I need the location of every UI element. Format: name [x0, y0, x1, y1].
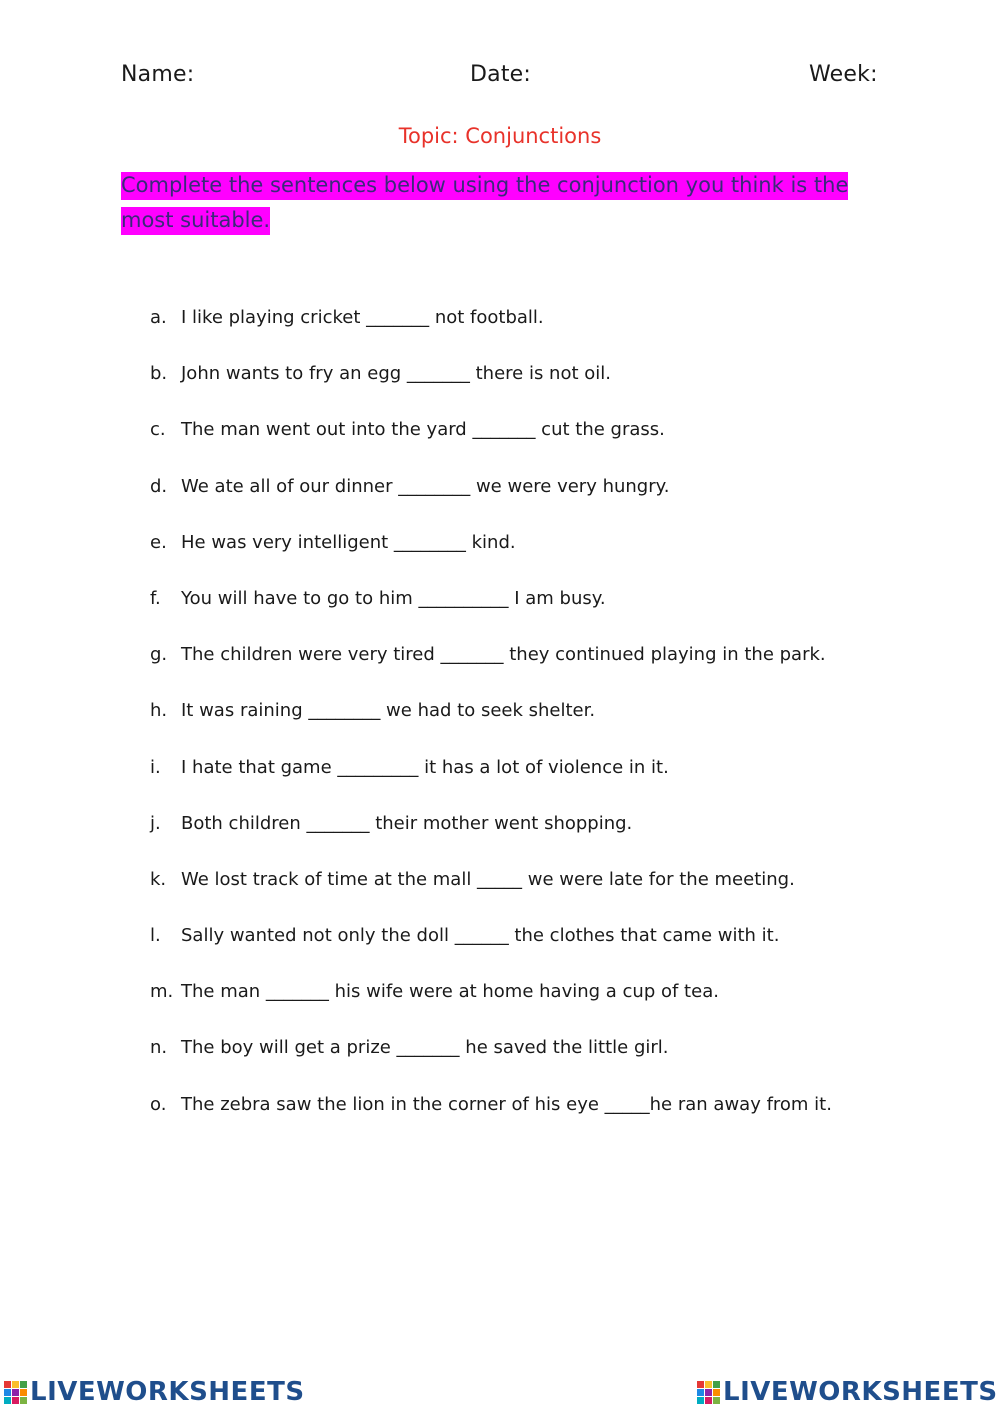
footer-logo-right: [697, 1377, 998, 1407]
question-item: [150, 642, 970, 698]
question-letter: e.: [150, 531, 167, 553]
question-text: You will have to go to him __________ I am busy.: [181, 587, 606, 609]
question-item: [150, 417, 970, 473]
question-item: [150, 361, 970, 417]
question-text: The children were very tired _______ they continued playing in the park.: [181, 644, 826, 666]
question-text: We lost track of time at the mall _____ we were late for the meeting.: [181, 868, 795, 890]
question-letter: b.: [150, 363, 168, 385]
footer-logo-text: LIVEWORKSHEETS: [723, 1377, 998, 1407]
footer-logo-text: LIVEWORKSHEETS: [30, 1377, 305, 1407]
question-letter: o.: [150, 1093, 167, 1115]
topic-title: Topic: Conjunctions: [398, 124, 602, 148]
question-item: [150, 867, 970, 923]
question-letter: d.: [150, 475, 168, 497]
question-letter: j.: [150, 812, 161, 834]
question-letter: f.: [150, 587, 161, 609]
question-text: We ate all of our dinner ________ we were very hungry.: [181, 475, 670, 497]
question-text: The man _______ his wife were at home having a cup of tea.: [181, 981, 719, 1003]
question-list: [150, 305, 970, 1148]
question-letter: g.: [150, 644, 168, 666]
question-text: I hate that game _________ it has a lot of violence in it.: [181, 756, 669, 778]
question-text: It was raining ________ we had to seek shelter.: [181, 700, 596, 722]
question-text: John wants to fry an egg _______ there is not oil.: [181, 363, 611, 385]
question-item: [150, 474, 970, 530]
date-label: Date:: [470, 62, 531, 87]
question-letter: h.: [150, 700, 168, 722]
question-text: Sally wanted not only the doll ______ the clothes that came with it.: [181, 925, 780, 947]
question-text: The man went out into the yard _______ cut the grass.: [181, 419, 665, 441]
question-item: [150, 755, 970, 811]
question-item: [150, 1092, 970, 1148]
footer-logo-left: [4, 1377, 305, 1407]
instruction-block: [121, 168, 881, 238]
question-letter: a.: [150, 307, 167, 328]
question-text: Both children _______ their mother went shopping.: [181, 812, 633, 834]
question-item: [150, 698, 970, 754]
question-letter: m.: [150, 981, 174, 1003]
question-text: He was very intelligent ________ kind.: [181, 531, 516, 553]
question-text: The boy will get a prize _______ he saved the little girl.: [181, 1037, 669, 1059]
liveworksheets-logo-icon: [4, 1381, 28, 1403]
name-label: Name:: [121, 62, 195, 87]
question-text: I like playing cricket _______ not football.: [181, 307, 544, 328]
question-item: [150, 979, 970, 1035]
question-letter: l.: [150, 925, 161, 947]
question-item: [150, 305, 970, 361]
week-label: Week:: [809, 62, 878, 87]
question-item: [150, 530, 970, 586]
question-item: [150, 1035, 970, 1091]
question-text: The zebra saw the lion in the corner of his eye _____he ran away from it.: [181, 1093, 832, 1115]
question-item: [150, 923, 970, 979]
question-letter: k.: [150, 868, 167, 890]
question-letter: c.: [150, 419, 166, 441]
question-item: [150, 811, 970, 867]
question-item: [150, 586, 970, 642]
question-letter: n.: [150, 1037, 168, 1059]
instruction-text: Complete the sentences below using the conjunction you think is the most suitable.: [121, 172, 848, 235]
liveworksheets-logo-icon: [697, 1381, 721, 1403]
question-letter: i.: [150, 756, 161, 778]
